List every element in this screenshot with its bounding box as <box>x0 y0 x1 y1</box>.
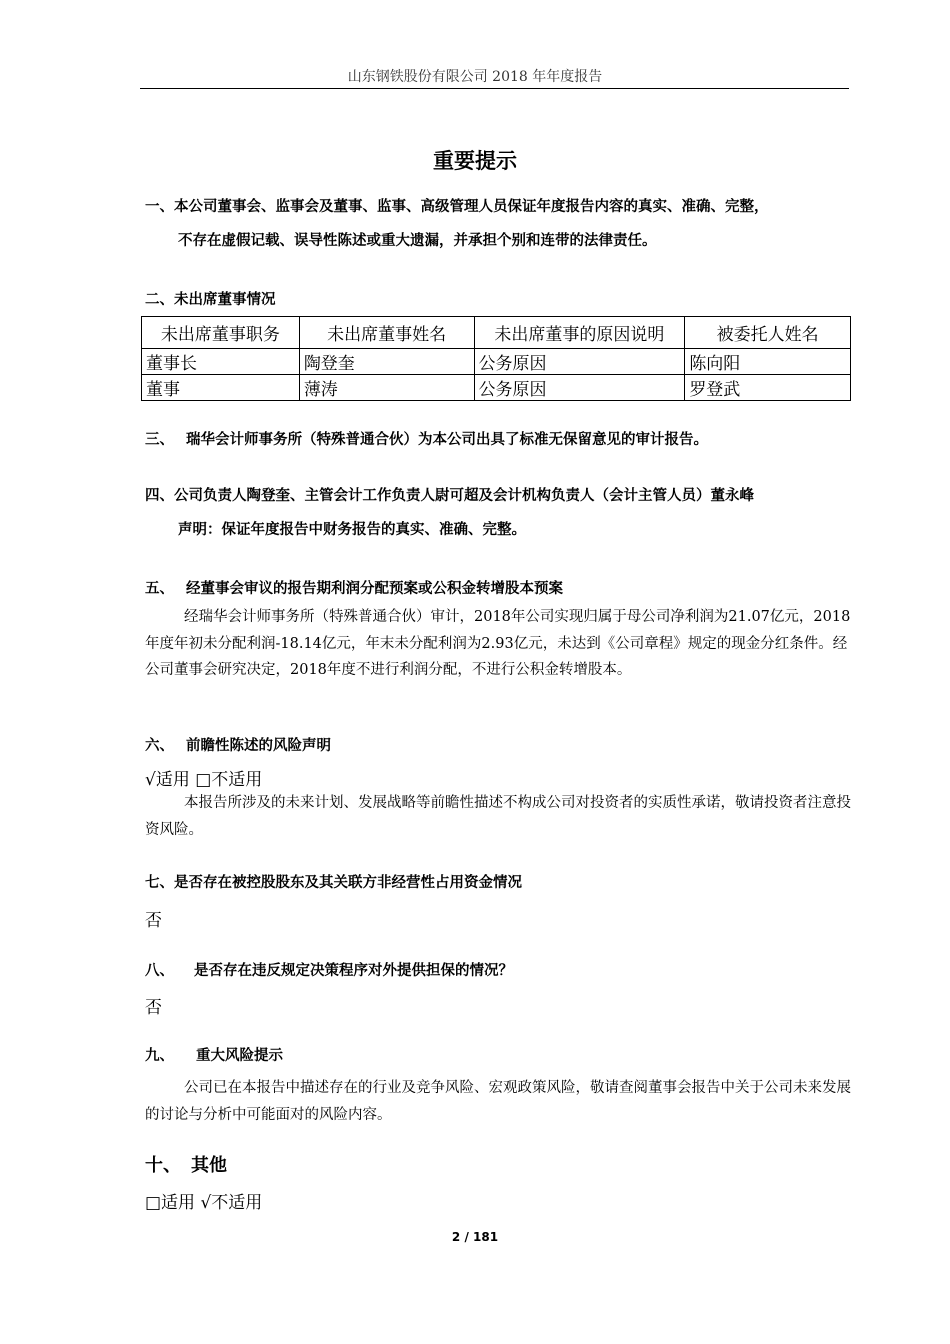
section-7-answer: 否 <box>145 911 162 931</box>
section-5-body: 经瑞华会计师事务所（特殊普通合伙）审计，2018年公司实现归属于母公司净利润为21.07亿元，2018年度年初未分配利润-18.14亿元，年末未分配利润为2.93亿元，未达到《公司章程》规定的现金分红条件。经公司董事会研究决定，2018年度不进行利润分配，不进行公积金转增股本。 <box>145 609 851 678</box>
section-2-heading: 二、未出席董事情况 <box>145 292 276 308</box>
col-header-position: 未出席董事职务 <box>142 317 300 349</box>
cell-position: 董事 <box>142 375 300 401</box>
section-8-heading <box>145 959 513 980</box>
section-8-title: 是否存在违反规定决策程序对外提供担保的情况？ <box>194 963 513 979</box>
section-5-heading <box>145 577 563 598</box>
section-8-answer: 否 <box>145 998 162 1018</box>
report-header: 山东钢铁股份有限公司 2018 年年度报告 <box>347 69 603 85</box>
table-row <box>142 349 851 375</box>
section-10-heading <box>145 1151 227 1177</box>
section-6-title: 前瞻性陈述的风险声明 <box>186 738 331 754</box>
section-9-heading <box>145 1044 283 1065</box>
section-3-text: 瑞华会计师事务所（特殊普通合伙）为本公司出具了标准无保留意见的审计报告。 <box>186 432 708 448</box>
section-6-applicability: √适用 □不适用 <box>145 770 263 790</box>
cell-reason: 公务原因 <box>474 349 685 375</box>
section-5-number: 五、 <box>145 581 174 597</box>
section-7-heading: 七、是否存在被控股股东及其关联方非经营性占用资金情况 <box>145 875 522 891</box>
section-6-body: 本报告所涉及的未来计划、发展战略等前瞻性描述不构成公司对投资者的实质性承诺，敬请投资者注意投资风险。 <box>145 795 851 838</box>
section-10-number: 十、 <box>145 1155 181 1176</box>
cell-position: 董事长 <box>142 349 300 375</box>
section-6-heading <box>145 734 331 755</box>
section-1-line-2: 不存在虚假记载、误导性陈述或重大遗漏，并承担个别和连带的法律责任。 <box>178 233 657 249</box>
cell-proxy: 罗登武 <box>685 375 851 401</box>
col-header-reason: 未出席董事的原因说明 <box>474 317 685 349</box>
section-9-body: 公司已在本报告中描述存在的行业及竞争风险、宏观政策风险，敬请查阅董事会报告中关于公司未来发展的讨论与分析中可能面对的风险内容。 <box>145 1080 851 1123</box>
section-4-line-2: 声明：保证年度报告中财务报告的真实、准确、完整。 <box>178 522 526 538</box>
table-header-row <box>142 317 851 349</box>
section-10-applicability: □适用 √不适用 <box>145 1193 263 1213</box>
section-9-number: 九、 <box>145 1048 174 1064</box>
section-6-number: 六、 <box>145 738 174 754</box>
cell-name: 陶登奎 <box>299 349 474 375</box>
section-1-line-1: 一、本公司董事会、监事会及董事、监事、高级管理人员保证年度报告内容的真实、准确、完整， <box>145 199 769 215</box>
cell-reason: 公务原因 <box>474 375 685 401</box>
header-divider <box>140 88 849 89</box>
section-10-title: 其他 <box>191 1155 227 1176</box>
section-3 <box>145 428 708 449</box>
col-header-name: 未出席董事姓名 <box>299 317 474 349</box>
page-title: 重要提示 <box>433 149 517 173</box>
col-header-proxy: 被委托人姓名 <box>685 317 851 349</box>
absent-directors-table <box>141 316 851 401</box>
page-number: 2 / 181 <box>451 1230 499 1244</box>
section-4-line-1: 四、公司负责人陶登奎、主管会计工作负责人尉可超及会计机构负责人（会计主管人员）董永峰 <box>145 488 754 504</box>
section-8-number: 八、 <box>145 963 174 979</box>
cell-proxy: 陈向阳 <box>685 349 851 375</box>
section-5-title: 经董事会审议的报告期利润分配预案或公积金转增股本预案 <box>186 581 563 597</box>
section-9-title: 重大风险提示 <box>196 1048 283 1064</box>
cell-name: 薄涛 <box>299 375 474 401</box>
table-row <box>142 375 851 401</box>
section-3-number: 三、 <box>145 432 174 448</box>
